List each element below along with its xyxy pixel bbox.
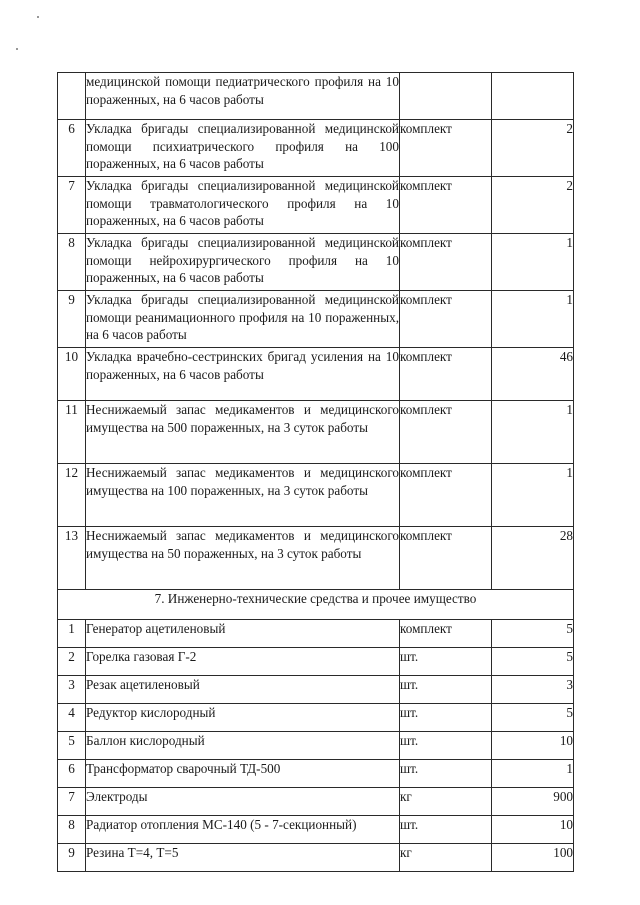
scan-speck [37, 16, 39, 18]
table-row [58, 732, 574, 760]
row-unit: комплект [400, 348, 492, 401]
row-number: 5 [58, 732, 86, 760]
row-name: Резина Т=4, Т=5 [86, 844, 400, 872]
row-number: 6 [58, 120, 86, 177]
row-name: Укладка бригады специализированной медицинской помощи психиатрического профиля на 100 пораженных, на 6 часов работы [86, 120, 400, 177]
row-qty: 1 [492, 401, 574, 464]
table-row [58, 234, 574, 291]
row-unit: шт. [400, 704, 492, 732]
row-name: Неснижаемый запас медикаментов и медицинского имущества на 100 пораженных, на 3 суток работы [86, 464, 400, 527]
row-number: 8 [58, 234, 86, 291]
row-unit: комплект [400, 401, 492, 464]
table-row [58, 788, 574, 816]
row-qty: 10 [492, 816, 574, 844]
row-name: Горелка газовая Г-2 [86, 648, 400, 676]
row-qty: 900 [492, 788, 574, 816]
scan-speck [16, 48, 18, 50]
row-name: Укладка бригады специализированной медицинской помощи травматологического профиля на 10 пораженных, на 6 часов работы [86, 177, 400, 234]
row-name: Баллон кислородный [86, 732, 400, 760]
row-name: медицинской помощи педиатрического профиля на 10 пораженных, на 6 часов работы [86, 73, 400, 120]
table-row [58, 760, 574, 788]
row-qty: 5 [492, 620, 574, 648]
row-unit: шт. [400, 732, 492, 760]
row-name: Радиатор отопления МС-140 (5 - 7-секционный) [86, 816, 400, 844]
section-header-row [58, 590, 574, 620]
row-unit: комплект [400, 464, 492, 527]
row-unit: шт. [400, 760, 492, 788]
row-qty: 5 [492, 648, 574, 676]
row-number: 12 [58, 464, 86, 527]
table-row [58, 120, 574, 177]
row-qty: 1 [492, 234, 574, 291]
row-number: 1 [58, 620, 86, 648]
row-number: 10 [58, 348, 86, 401]
table-row [58, 291, 574, 348]
row-name: Укладка бригады специализированной медицинской помощи нейрохирургического профиля на 10 пораженных, на 6 часов работы [86, 234, 400, 291]
row-unit: комплект [400, 177, 492, 234]
row-number: 4 [58, 704, 86, 732]
row-unit: шт. [400, 816, 492, 844]
row-name: Укладка бригады специализированной медицинской помощи реанимационного профиля на 10 пораженных, на 6 часов работы [86, 291, 400, 348]
row-unit: шт. [400, 676, 492, 704]
table-row-continuation [58, 73, 574, 120]
row-number: 13 [58, 527, 86, 590]
row-number: 11 [58, 401, 86, 464]
row-qty: 1 [492, 464, 574, 527]
row-unit: комплект [400, 620, 492, 648]
table-row [58, 816, 574, 844]
row-qty: 10 [492, 732, 574, 760]
row-unit: комплект [400, 291, 492, 348]
row-unit: кг [400, 788, 492, 816]
row-number: 9 [58, 291, 86, 348]
row-unit: шт. [400, 648, 492, 676]
table-row [58, 844, 574, 872]
row-number: 2 [58, 648, 86, 676]
equipment-table [57, 72, 574, 872]
row-name: Укладка врачебно-сестринских бригад усиления на 10 пораженных, на 6 часов работы [86, 348, 400, 401]
row-name: Редуктор кислородный [86, 704, 400, 732]
table-row [58, 648, 574, 676]
table-row [58, 348, 574, 401]
row-unit: комплект [400, 120, 492, 177]
row-qty: 46 [492, 348, 574, 401]
table-row [58, 704, 574, 732]
row-unit: комплект [400, 527, 492, 590]
table-row [58, 527, 574, 590]
row-name: Резак ацетиленовый [86, 676, 400, 704]
section-title: 7. Инженерно-технические средства и прочее имущество [58, 590, 574, 620]
table-row [58, 177, 574, 234]
row-qty: 1 [492, 291, 574, 348]
row-number: 7 [58, 177, 86, 234]
row-number: 6 [58, 760, 86, 788]
table-row [58, 401, 574, 464]
row-name: Генератор ацетиленовый [86, 620, 400, 648]
row-number: 8 [58, 816, 86, 844]
row-qty: 2 [492, 177, 574, 234]
row-qty: 1 [492, 760, 574, 788]
row-qty: 28 [492, 527, 574, 590]
row-unit: кг [400, 844, 492, 872]
row-number: 3 [58, 676, 86, 704]
row-name: Электроды [86, 788, 400, 816]
row-qty [492, 73, 574, 120]
table-row [58, 620, 574, 648]
row-qty: 100 [492, 844, 574, 872]
row-qty: 3 [492, 676, 574, 704]
row-unit: комплект [400, 234, 492, 291]
row-name: Неснижаемый запас медикаментов и медицинского имущества на 500 пораженных, на 3 суток работы [86, 401, 400, 464]
row-number: 9 [58, 844, 86, 872]
row-unit [400, 73, 492, 120]
row-number [58, 73, 86, 120]
table-row [58, 676, 574, 704]
row-number: 7 [58, 788, 86, 816]
row-qty: 2 [492, 120, 574, 177]
row-name: Неснижаемый запас медикаментов и медицинского имущества на 50 пораженных, на 3 суток работы [86, 527, 400, 590]
row-name: Трансформатор сварочный ТД-500 [86, 760, 400, 788]
row-qty: 5 [492, 704, 574, 732]
table-row [58, 464, 574, 527]
